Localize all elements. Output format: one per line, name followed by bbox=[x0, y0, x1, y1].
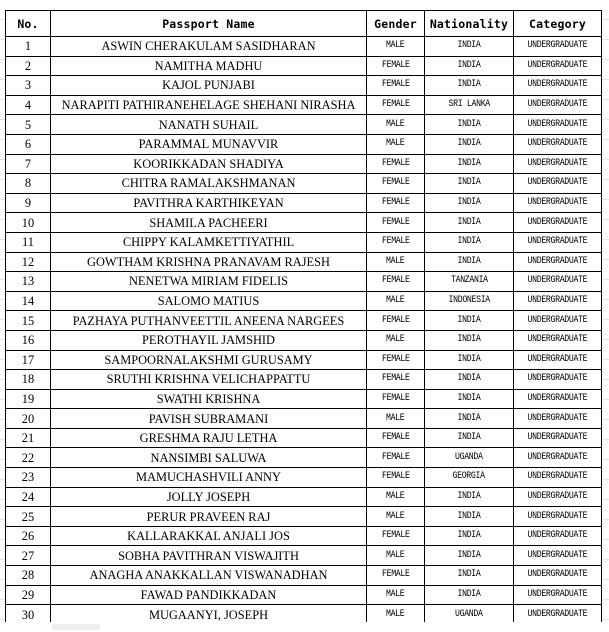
passport-name-cell: FAWAD PANDIKKADAN bbox=[51, 585, 367, 605]
category-cell bbox=[514, 115, 602, 135]
passport-name-cell: SALOMO MATIUS bbox=[51, 291, 367, 311]
nationality-cell-text: INDIA bbox=[457, 588, 481, 600]
gender-cell-text: MALE bbox=[386, 412, 405, 424]
gender-cell-text: MALE bbox=[386, 608, 405, 620]
nationality-cell bbox=[425, 448, 514, 468]
nationality-cell bbox=[425, 37, 514, 57]
gender-cell-text: MALE bbox=[386, 334, 405, 346]
passport-name-cell: GOWTHAM KRISHNA PRANAVAM RAJESH bbox=[51, 252, 367, 272]
nationality-cell bbox=[425, 409, 514, 429]
gender-cell bbox=[367, 546, 425, 566]
gender-cell-text: MALE bbox=[386, 588, 405, 600]
row-number: 27 bbox=[6, 546, 51, 566]
header-row bbox=[6, 11, 602, 37]
category-cell bbox=[514, 56, 602, 76]
row-number: 26 bbox=[6, 526, 51, 546]
category-cell-text: UNDERGRADUATE bbox=[527, 490, 588, 502]
gender-cell-text: FEMALE bbox=[381, 177, 410, 189]
row-number: 5 bbox=[6, 115, 51, 135]
nationality-cell bbox=[425, 330, 514, 350]
gender-cell-text: FEMALE bbox=[381, 569, 410, 581]
gender-cell bbox=[367, 291, 425, 311]
gender-cell-text: FEMALE bbox=[381, 353, 410, 365]
header-gender: Gender bbox=[367, 11, 425, 37]
header-category: Category bbox=[514, 11, 602, 37]
category-cell bbox=[514, 311, 602, 331]
table-row bbox=[6, 95, 602, 115]
category-cell bbox=[514, 232, 602, 252]
gender-cell bbox=[367, 95, 425, 115]
row-number: 23 bbox=[6, 468, 51, 488]
table-row bbox=[6, 546, 602, 566]
nationality-cell-text: INDIA bbox=[457, 510, 481, 522]
category-cell bbox=[514, 330, 602, 350]
category-cell bbox=[514, 585, 602, 605]
nationality-cell-text: INDIA bbox=[457, 392, 481, 404]
gender-cell bbox=[367, 566, 425, 586]
row-number: 18 bbox=[6, 370, 51, 390]
category-cell bbox=[514, 487, 602, 507]
table-row bbox=[6, 448, 602, 468]
nationality-cell-text: INDIA bbox=[457, 314, 481, 326]
table-row bbox=[6, 409, 602, 429]
row-number: 2 bbox=[6, 56, 51, 76]
table-row bbox=[6, 507, 602, 527]
gender-cell-text: FEMALE bbox=[381, 530, 410, 542]
category-cell bbox=[514, 95, 602, 115]
category-cell-text: UNDERGRADUATE bbox=[527, 608, 588, 620]
gender-cell bbox=[367, 37, 425, 57]
gender-cell-text: FEMALE bbox=[381, 432, 410, 444]
category-cell-text: UNDERGRADUATE bbox=[527, 138, 588, 150]
row-number: 17 bbox=[6, 350, 51, 370]
student-roster-table bbox=[5, 10, 602, 625]
gender-cell bbox=[367, 213, 425, 233]
nationality-cell-text: INDIA bbox=[457, 177, 481, 189]
gender-cell bbox=[367, 272, 425, 292]
nationality-cell bbox=[425, 76, 514, 96]
gender-cell bbox=[367, 56, 425, 76]
nationality-cell-text: INDIA bbox=[457, 118, 481, 130]
nationality-cell bbox=[425, 370, 514, 390]
passport-name-cell: KALLARAKKAL ANJALI JOS bbox=[51, 526, 367, 546]
row-number: 29 bbox=[6, 585, 51, 605]
category-cell-text: UNDERGRADUATE bbox=[527, 510, 588, 522]
category-cell-text: UNDERGRADUATE bbox=[527, 177, 588, 189]
gender-cell-text: FEMALE bbox=[381, 275, 410, 287]
category-cell-text: UNDERGRADUATE bbox=[527, 588, 588, 600]
table-row bbox=[6, 76, 602, 96]
table-row bbox=[6, 193, 602, 213]
nationality-cell bbox=[425, 585, 514, 605]
category-cell-text: UNDERGRADUATE bbox=[527, 314, 588, 326]
nationality-cell-text: SRI LANKA bbox=[448, 99, 490, 111]
category-cell bbox=[514, 507, 602, 527]
category-cell bbox=[514, 389, 602, 409]
category-cell-text: UNDERGRADUATE bbox=[527, 569, 588, 581]
category-cell-text: UNDERGRADUATE bbox=[527, 334, 588, 346]
passport-name-cell: JOLLY JOSEPH bbox=[51, 487, 367, 507]
gender-cell bbox=[367, 252, 425, 272]
nationality-cell-text: INDONESIA bbox=[448, 295, 490, 307]
category-cell bbox=[514, 468, 602, 488]
category-cell bbox=[514, 193, 602, 213]
nationality-cell-text: INDIA bbox=[457, 236, 481, 248]
nationality-cell-text: INDIA bbox=[457, 569, 481, 581]
category-cell bbox=[514, 448, 602, 468]
nationality-cell-text: UGANDA bbox=[455, 451, 483, 463]
gender-cell-text: FEMALE bbox=[381, 157, 410, 169]
nationality-cell-text: INDIA bbox=[457, 373, 481, 385]
row-number: 11 bbox=[6, 232, 51, 252]
table-row bbox=[6, 526, 602, 546]
nationality-cell-text: INDIA bbox=[457, 530, 481, 542]
gender-cell bbox=[367, 389, 425, 409]
gender-cell bbox=[367, 154, 425, 174]
category-cell bbox=[514, 409, 602, 429]
table-row bbox=[6, 428, 602, 448]
category-cell-text: UNDERGRADUATE bbox=[527, 295, 588, 307]
gender-cell-text: MALE bbox=[386, 549, 405, 561]
passport-name-cell: SAMPOORNALAKSHMI GURUSAMY bbox=[51, 350, 367, 370]
nationality-cell bbox=[425, 56, 514, 76]
row-number: 30 bbox=[6, 605, 51, 625]
nationality-cell-text: INDIA bbox=[457, 255, 481, 267]
nationality-cell-text: INDIA bbox=[457, 490, 481, 502]
gender-cell bbox=[367, 311, 425, 331]
table-row bbox=[6, 115, 602, 135]
gender-cell-text: FEMALE bbox=[381, 79, 410, 91]
category-cell-text: UNDERGRADUATE bbox=[527, 99, 588, 111]
passport-name-cell: GRESHMA RAJU LETHA bbox=[51, 428, 367, 448]
table-row bbox=[6, 291, 602, 311]
gender-cell bbox=[367, 350, 425, 370]
gender-cell-text: MALE bbox=[386, 510, 405, 522]
category-cell-text: UNDERGRADUATE bbox=[527, 471, 588, 483]
gender-cell-text: MALE bbox=[386, 295, 405, 307]
nationality-cell bbox=[425, 213, 514, 233]
nationality-cell bbox=[425, 95, 514, 115]
gender-cell-text: FEMALE bbox=[381, 314, 410, 326]
table-row bbox=[6, 389, 602, 409]
nationality-cell-text: UGANDA bbox=[455, 608, 483, 620]
gender-cell-text: FEMALE bbox=[381, 392, 410, 404]
nationality-cell-text: INDIA bbox=[457, 216, 481, 228]
passport-name-cell: PEROTHAYIL JAMSHID bbox=[51, 330, 367, 350]
gender-cell-text: MALE bbox=[386, 40, 405, 52]
table-row bbox=[6, 311, 602, 331]
table-row bbox=[6, 585, 602, 605]
category-cell bbox=[514, 174, 602, 194]
gender-cell bbox=[367, 526, 425, 546]
nationality-cell-text: INDIA bbox=[457, 40, 481, 52]
gender-cell bbox=[367, 330, 425, 350]
table-row bbox=[6, 566, 602, 586]
row-number: 25 bbox=[6, 507, 51, 527]
category-cell-text: UNDERGRADUATE bbox=[527, 79, 588, 91]
gender-cell-text: FEMALE bbox=[381, 99, 410, 111]
row-number: 4 bbox=[6, 95, 51, 115]
gender-cell bbox=[367, 115, 425, 135]
row-number: 14 bbox=[6, 291, 51, 311]
nationality-cell bbox=[425, 507, 514, 527]
header-nationality: Nationality bbox=[425, 11, 514, 37]
row-number: 13 bbox=[6, 272, 51, 292]
nationality-cell bbox=[425, 311, 514, 331]
gender-cell-text: MALE bbox=[386, 490, 405, 502]
gender-cell-text: MALE bbox=[386, 255, 405, 267]
table-row bbox=[6, 272, 602, 292]
gender-cell bbox=[367, 134, 425, 154]
passport-name-cell: NENETWA MIRIAM FIDELIS bbox=[51, 272, 367, 292]
category-cell bbox=[514, 566, 602, 586]
gender-cell bbox=[367, 468, 425, 488]
table-row bbox=[6, 468, 602, 488]
table-row bbox=[6, 232, 602, 252]
nationality-cell bbox=[425, 134, 514, 154]
passport-name-cell: PARAMMAL MUNAVVIR bbox=[51, 134, 367, 154]
selected-cell-hint bbox=[52, 624, 100, 630]
gender-cell bbox=[367, 76, 425, 96]
category-cell-text: UNDERGRADUATE bbox=[527, 275, 588, 287]
category-cell-text: UNDERGRADUATE bbox=[527, 59, 588, 71]
category-cell bbox=[514, 428, 602, 448]
row-number: 22 bbox=[6, 448, 51, 468]
category-cell bbox=[514, 350, 602, 370]
row-number: 9 bbox=[6, 193, 51, 213]
category-cell bbox=[514, 76, 602, 96]
table-row bbox=[6, 487, 602, 507]
nationality-cell-text: INDIA bbox=[457, 79, 481, 91]
category-cell-text: UNDERGRADUATE bbox=[527, 216, 588, 228]
gender-cell-text: FEMALE bbox=[381, 236, 410, 248]
passport-name-cell: CHIPPY KALAMKETTIYATHIL bbox=[51, 232, 367, 252]
table-row bbox=[6, 37, 602, 57]
passport-name-cell: ANAGHA ANAKKALLAN VISWANADHAN bbox=[51, 566, 367, 586]
gender-cell bbox=[367, 370, 425, 390]
nationality-cell bbox=[425, 526, 514, 546]
category-cell bbox=[514, 252, 602, 272]
table-row bbox=[6, 134, 602, 154]
nationality-cell bbox=[425, 487, 514, 507]
category-cell-text: UNDERGRADUATE bbox=[527, 451, 588, 463]
gender-cell bbox=[367, 409, 425, 429]
row-number: 3 bbox=[6, 76, 51, 96]
category-cell bbox=[514, 546, 602, 566]
table-row bbox=[6, 213, 602, 233]
passport-name-cell: MUGAANYI, JOSEPH bbox=[51, 605, 367, 625]
gender-cell-text: FEMALE bbox=[381, 59, 410, 71]
table-row bbox=[6, 154, 602, 174]
gender-cell bbox=[367, 585, 425, 605]
gender-cell-text: FEMALE bbox=[381, 216, 410, 228]
row-number: 12 bbox=[6, 252, 51, 272]
passport-name-cell: KAJOL PUNJABI bbox=[51, 76, 367, 96]
nationality-cell bbox=[425, 389, 514, 409]
row-number: 28 bbox=[6, 566, 51, 586]
passport-name-cell: NAMITHA MADHU bbox=[51, 56, 367, 76]
nationality-cell-text: INDIA bbox=[457, 353, 481, 365]
category-cell-text: UNDERGRADUATE bbox=[527, 157, 588, 169]
category-cell-text: UNDERGRADUATE bbox=[527, 412, 588, 424]
row-number: 21 bbox=[6, 428, 51, 448]
nationality-cell-text: INDIA bbox=[457, 138, 481, 150]
category-cell-text: UNDERGRADUATE bbox=[527, 40, 588, 52]
gender-cell bbox=[367, 232, 425, 252]
passport-name-cell: KOORIKKADAN SHADIYA bbox=[51, 154, 367, 174]
gender-cell-text: FEMALE bbox=[381, 471, 410, 483]
nationality-cell bbox=[425, 350, 514, 370]
nationality-cell bbox=[425, 566, 514, 586]
gender-cell bbox=[367, 428, 425, 448]
row-number: 24 bbox=[6, 487, 51, 507]
category-cell bbox=[514, 291, 602, 311]
row-number: 16 bbox=[6, 330, 51, 350]
nationality-cell bbox=[425, 154, 514, 174]
passport-name-cell: NANSIMBI SALUWA bbox=[51, 448, 367, 468]
category-cell-text: UNDERGRADUATE bbox=[527, 236, 588, 248]
passport-name-cell: PAVITHRA KARTHIKEYAN bbox=[51, 193, 367, 213]
passport-name-cell: NARAPITI PATHIRANEHELAGE SHEHANI NIRASHA bbox=[51, 95, 367, 115]
passport-name-cell: CHITRA RAMALAKSHMANAN bbox=[51, 174, 367, 194]
passport-name-cell: ASWIN CHERAKULAM SASIDHARAN bbox=[51, 37, 367, 57]
row-number: 1 bbox=[6, 37, 51, 57]
gender-cell-text: FEMALE bbox=[381, 197, 410, 209]
header-passport-name: Passport Name bbox=[51, 11, 367, 37]
row-number: 20 bbox=[6, 409, 51, 429]
nationality-cell-text: INDIA bbox=[457, 59, 481, 71]
category-cell bbox=[514, 154, 602, 174]
category-cell-text: UNDERGRADUATE bbox=[527, 118, 588, 130]
nationality-cell-text: INDIA bbox=[457, 412, 481, 424]
passport-name-cell: PAZHAYA PUTHANVEETTIL ANEENA NARGEES bbox=[51, 311, 367, 331]
nationality-cell-text: INDIA bbox=[457, 334, 481, 346]
category-cell-text: UNDERGRADUATE bbox=[527, 353, 588, 365]
category-cell bbox=[514, 213, 602, 233]
row-number: 15 bbox=[6, 311, 51, 331]
nationality-cell-text: INDIA bbox=[457, 197, 481, 209]
category-cell bbox=[514, 37, 602, 57]
category-cell bbox=[514, 370, 602, 390]
gender-cell bbox=[367, 193, 425, 213]
nationality-cell bbox=[425, 291, 514, 311]
table-row bbox=[6, 174, 602, 194]
nationality-cell-text: INDIA bbox=[457, 432, 481, 444]
gender-cell-text: FEMALE bbox=[381, 373, 410, 385]
category-cell-text: UNDERGRADUATE bbox=[527, 392, 588, 404]
nationality-cell bbox=[425, 115, 514, 135]
nationality-cell bbox=[425, 252, 514, 272]
row-number: 19 bbox=[6, 389, 51, 409]
gender-cell bbox=[367, 448, 425, 468]
gender-cell-text: MALE bbox=[386, 138, 405, 150]
passport-name-cell: MAMUCHASHVILI ANNY bbox=[51, 468, 367, 488]
row-number: 6 bbox=[6, 134, 51, 154]
category-cell bbox=[514, 526, 602, 546]
header-no: No. bbox=[6, 11, 51, 37]
table-row bbox=[6, 330, 602, 350]
category-cell-text: UNDERGRADUATE bbox=[527, 255, 588, 267]
sheet-bottom-edge bbox=[0, 622, 609, 632]
category-cell bbox=[514, 272, 602, 292]
passport-name-cell: SOBHA PAVITHRAN VISWAJITH bbox=[51, 546, 367, 566]
nationality-cell bbox=[425, 174, 514, 194]
row-number: 7 bbox=[6, 154, 51, 174]
category-cell-text: UNDERGRADUATE bbox=[527, 373, 588, 385]
gender-cell bbox=[367, 507, 425, 527]
category-cell-text: UNDERGRADUATE bbox=[527, 530, 588, 542]
nationality-cell bbox=[425, 232, 514, 252]
nationality-cell-text: INDIA bbox=[457, 549, 481, 561]
gender-cell-text: MALE bbox=[386, 118, 405, 130]
roster-body bbox=[6, 37, 602, 625]
category-cell-text: UNDERGRADUATE bbox=[527, 549, 588, 561]
nationality-cell-text: INDIA bbox=[457, 157, 481, 169]
table-row bbox=[6, 350, 602, 370]
nationality-cell-text: GEORGIA bbox=[452, 471, 486, 483]
gender-cell bbox=[367, 487, 425, 507]
category-cell bbox=[514, 134, 602, 154]
passport-name-cell: SWATHI KRISHNA bbox=[51, 389, 367, 409]
nationality-cell bbox=[425, 428, 514, 448]
nationality-cell bbox=[425, 272, 514, 292]
category-cell-text: UNDERGRADUATE bbox=[527, 432, 588, 444]
table-row bbox=[6, 56, 602, 76]
table-row bbox=[6, 370, 602, 390]
nationality-cell bbox=[425, 546, 514, 566]
table-row bbox=[6, 252, 602, 272]
row-number: 8 bbox=[6, 174, 51, 194]
nationality-cell bbox=[425, 468, 514, 488]
gender-cell-text: FEMALE bbox=[381, 451, 410, 463]
category-cell-text: UNDERGRADUATE bbox=[527, 197, 588, 209]
passport-name-cell: SHAMILA PACHEERI bbox=[51, 213, 367, 233]
nationality-cell bbox=[425, 193, 514, 213]
nationality-cell-text: TANZANIA bbox=[450, 275, 488, 287]
gender-cell bbox=[367, 174, 425, 194]
passport-name-cell: SRUTHI KRISHNA VELICHAPPATTU bbox=[51, 370, 367, 390]
passport-name-cell: PAVISH SUBRAMANI bbox=[51, 409, 367, 429]
row-number: 10 bbox=[6, 213, 51, 233]
passport-name-cell: NANATH SUHAIL bbox=[51, 115, 367, 135]
passport-name-cell: PERUR PRAVEEN RAJ bbox=[51, 507, 367, 527]
